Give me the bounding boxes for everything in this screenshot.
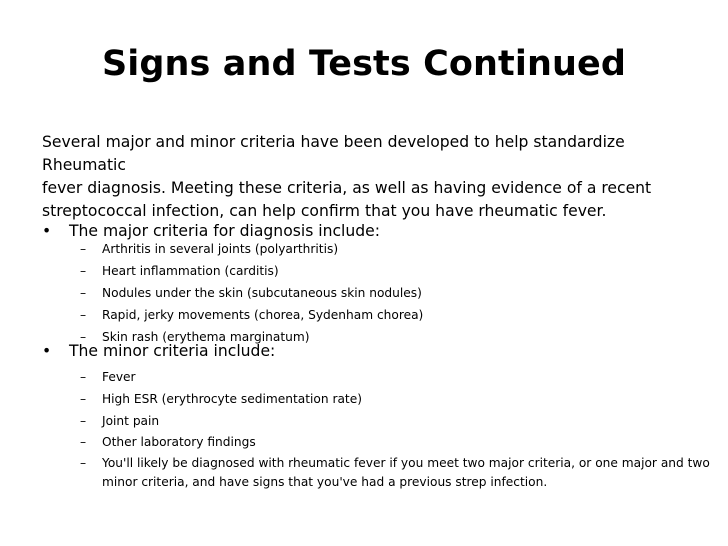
bullet-text: The major criteria for diagnosis include: [69, 222, 381, 240]
list-item-text: Heart inflammation (carditis) [102, 264, 279, 278]
intro-line: streptococcal infection, can help confirm that you have rheumatic fever. [42, 202, 607, 220]
bullet-minor-criteria [42, 342, 275, 360]
list-item-text: Fever [102, 370, 136, 384]
list-item-text: Other laboratory findings [102, 435, 256, 449]
dash-icon: – [80, 308, 87, 322]
bullet-major-criteria [42, 222, 380, 240]
list-item-text: Rapid, jerky movements (chorea, Sydenham chorea) [102, 308, 424, 322]
intro-line: fever diagnosis. Meeting these criteria, as well as having evidence of a recent [42, 179, 652, 197]
dash-icon: – [80, 435, 87, 449]
dash-icon: – [80, 370, 87, 384]
intro-line: Several major and minor criteria have been developed to help standardize Rheumatic [42, 133, 625, 174]
bullet-icon: • [42, 222, 52, 240]
list-item-text: Nodules under the skin (subcutaneous skin nodules) [102, 286, 422, 300]
dash-icon: – [80, 286, 87, 300]
bullet-text: The minor criteria include: [69, 342, 276, 360]
list-item-text: Arthritis in several joints (polyarthritis) [102, 242, 339, 256]
dash-icon: – [80, 264, 87, 278]
list-item-text [102, 454, 710, 492]
intro-paragraph [42, 131, 702, 223]
list-item-text: High ESR (erythrocyte sedimentation rate) [102, 392, 362, 406]
note-line: minor criteria, and have signs that you've had a previous strep infection. [102, 475, 548, 489]
bullet-icon: • [42, 342, 52, 360]
dash-icon: – [80, 242, 87, 256]
note-line: You'll likely be diagnosed with rheumatic fever if you meet two major criteria, or one major and two [102, 456, 710, 470]
dash-icon: – [80, 330, 87, 344]
dash-icon: – [80, 456, 87, 470]
dash-icon: – [80, 392, 87, 406]
list-item-text: Skin rash (erythema marginatum) [102, 330, 310, 344]
list-item-text: Joint pain [102, 414, 160, 428]
dash-icon: – [80, 414, 87, 428]
slide-title: Signs and Tests Continued [101, 44, 626, 84]
